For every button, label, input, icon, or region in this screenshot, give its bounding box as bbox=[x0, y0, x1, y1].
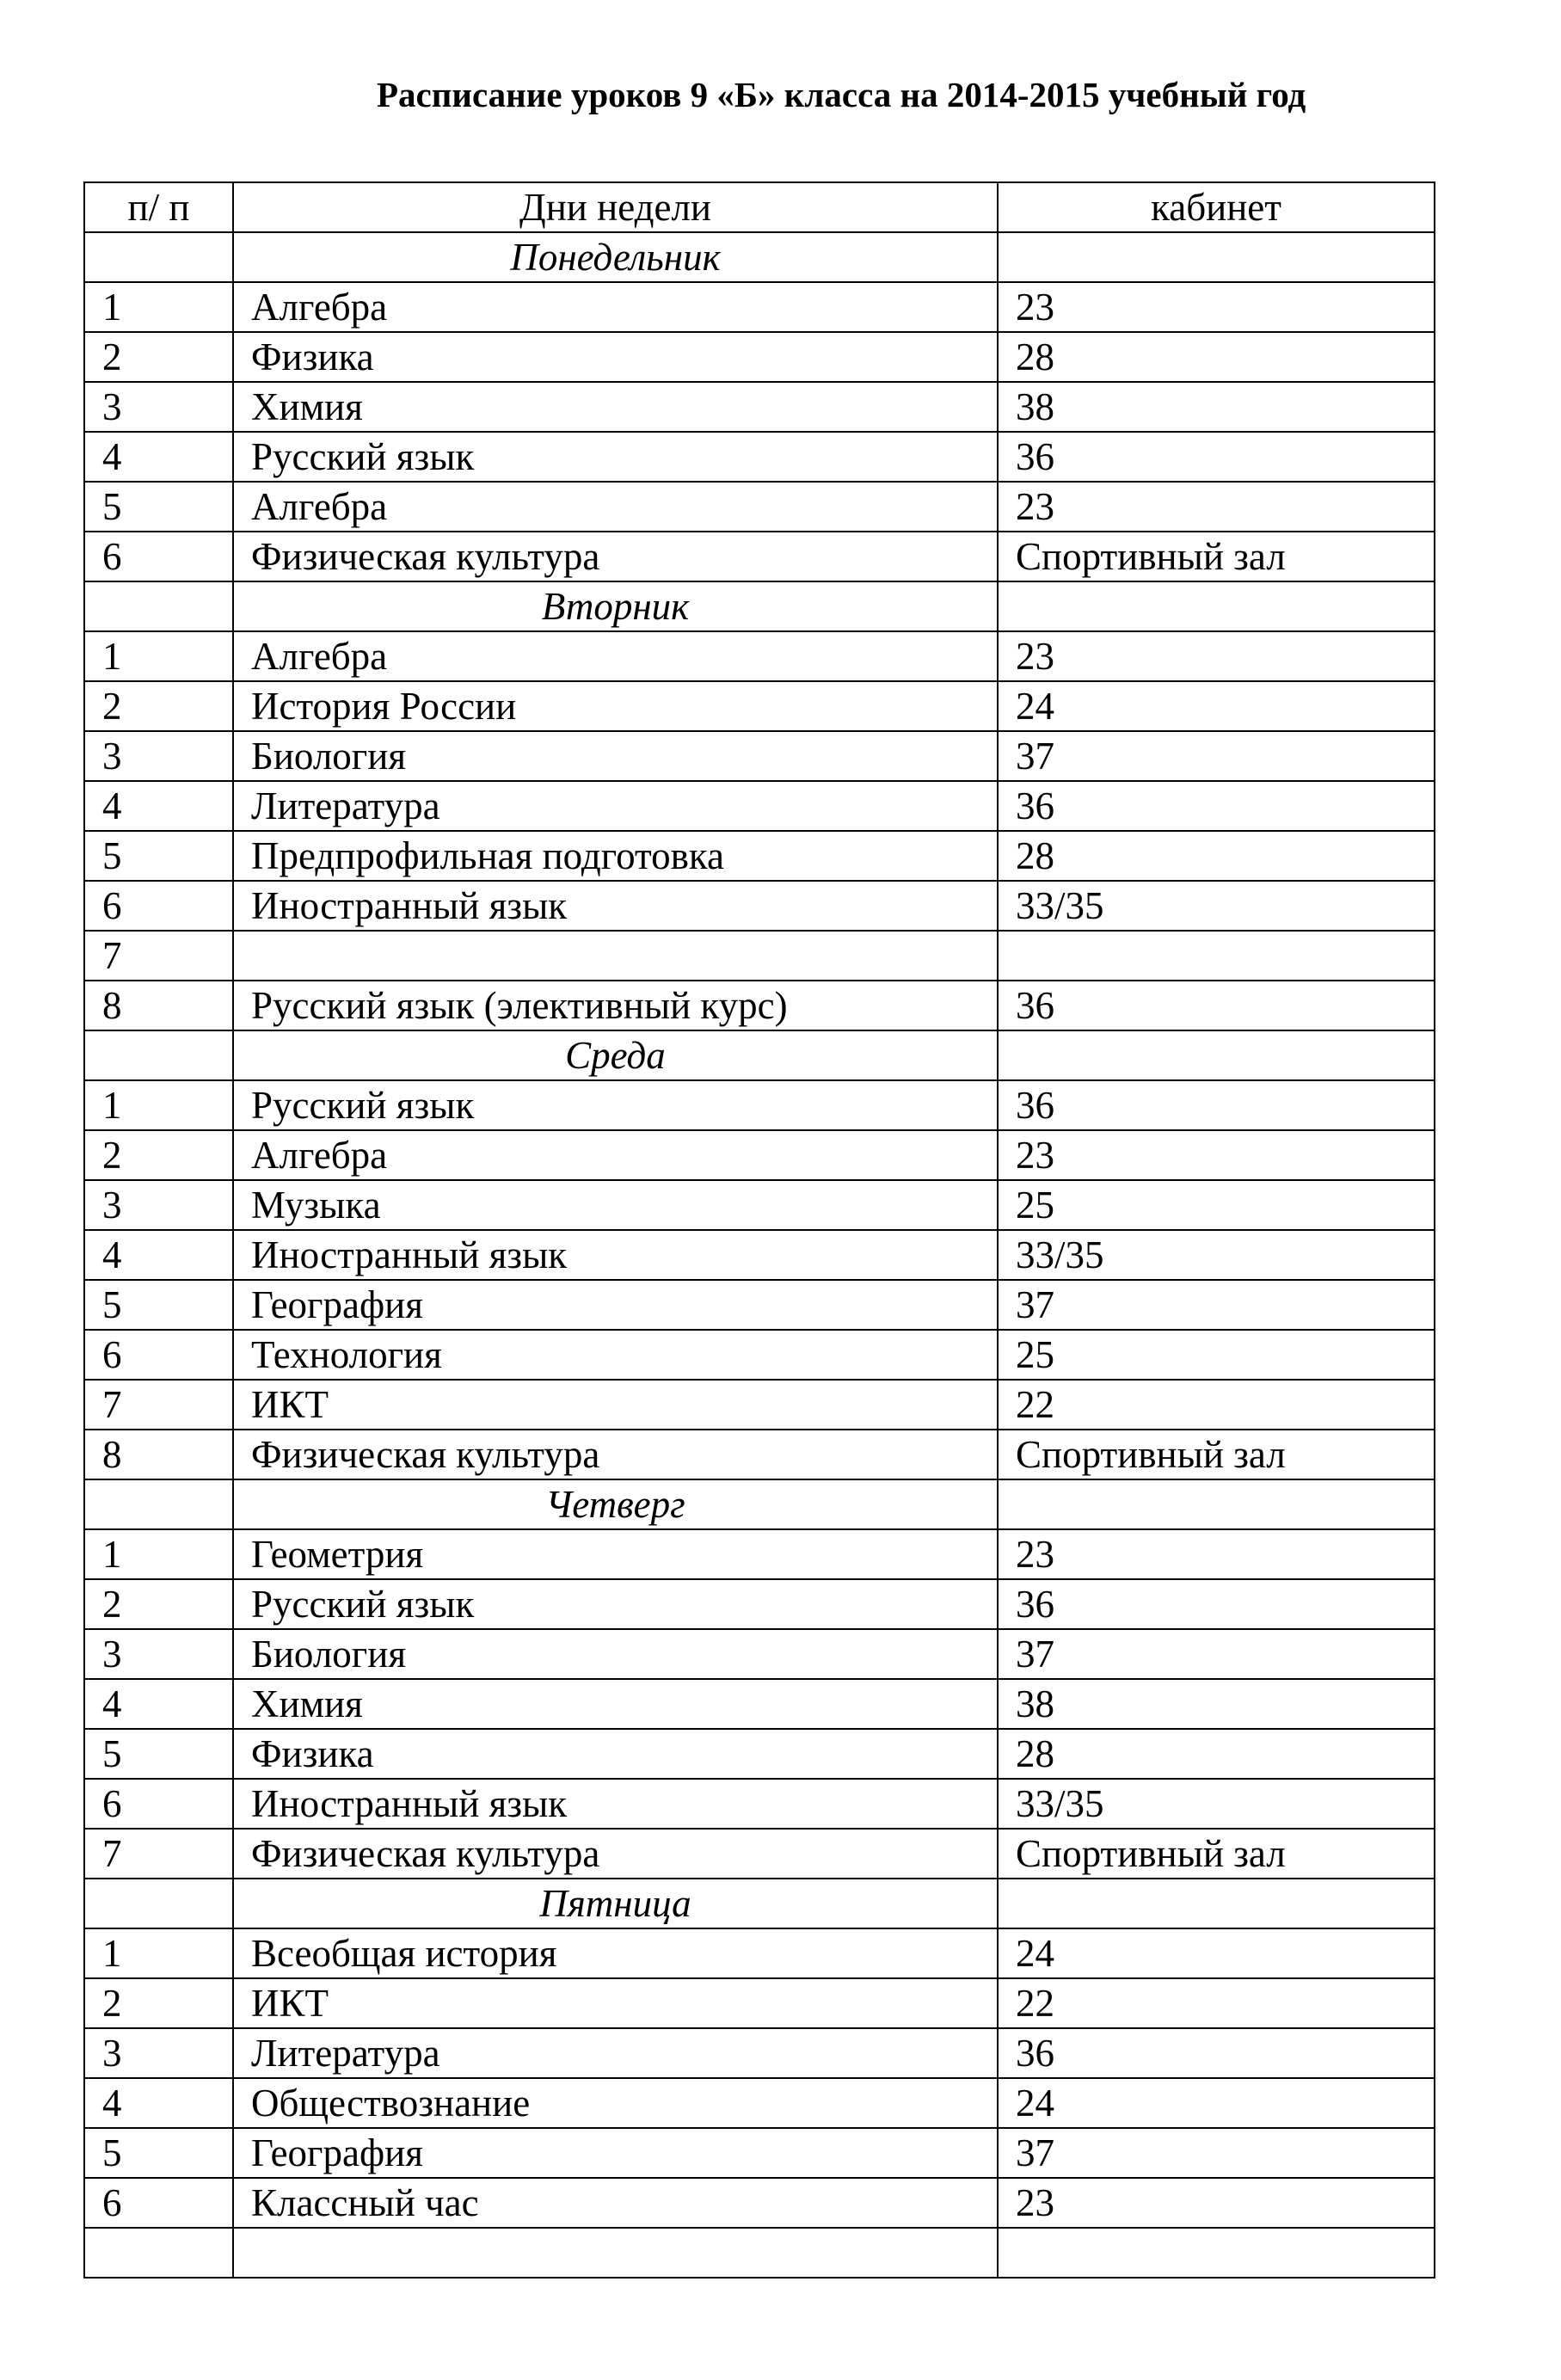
lesson-row bbox=[84, 781, 1435, 831]
lesson-number: 1 bbox=[84, 1928, 233, 1978]
day-row bbox=[84, 232, 1435, 282]
day-name: Понедельник bbox=[233, 232, 998, 282]
lesson-row bbox=[84, 1978, 1435, 2028]
lesson-number: 5 bbox=[84, 831, 233, 881]
lesson-room: 25 bbox=[998, 1330, 1435, 1380]
day-row-room-cell bbox=[998, 1030, 1435, 1080]
lesson-row bbox=[84, 1080, 1435, 1130]
empty-row bbox=[84, 2228, 1435, 2278]
lesson-number: 1 bbox=[84, 631, 233, 681]
header-days-of-week: Дни недели bbox=[233, 182, 998, 232]
day-name: Вторник bbox=[233, 581, 998, 631]
day-row bbox=[84, 1479, 1435, 1529]
day-row bbox=[84, 581, 1435, 631]
lesson-row bbox=[84, 2128, 1435, 2178]
lesson-room: 28 bbox=[998, 1729, 1435, 1779]
lesson-subject: Литература bbox=[233, 2028, 998, 2078]
lesson-row bbox=[84, 731, 1435, 781]
lesson-subject: Физическая культура bbox=[233, 1430, 998, 1479]
lesson-subject: ИКТ bbox=[233, 1978, 998, 2028]
lesson-subject: Физическая культура bbox=[233, 532, 998, 581]
lesson-row bbox=[84, 1330, 1435, 1380]
lesson-number: 6 bbox=[84, 1779, 233, 1829]
lesson-row bbox=[84, 2178, 1435, 2228]
lesson-subject: Литература bbox=[233, 781, 998, 831]
header-row bbox=[84, 182, 1435, 232]
lesson-row bbox=[84, 332, 1435, 382]
lesson-row bbox=[84, 532, 1435, 581]
lesson-room: 33/35 bbox=[998, 881, 1435, 931]
lesson-row bbox=[84, 1579, 1435, 1629]
lesson-room: 36 bbox=[998, 1579, 1435, 1629]
lesson-row bbox=[84, 1729, 1435, 1779]
lesson-room: 36 bbox=[998, 1080, 1435, 1130]
lesson-subject: Геометрия bbox=[233, 1529, 998, 1579]
lesson-row bbox=[84, 831, 1435, 881]
lesson-room: 36 bbox=[998, 781, 1435, 831]
day-row-room-cell bbox=[998, 581, 1435, 631]
lesson-number: 6 bbox=[84, 2178, 233, 2228]
lesson-room: 23 bbox=[998, 1130, 1435, 1180]
lesson-number: 6 bbox=[84, 1330, 233, 1380]
lesson-number: 2 bbox=[84, 1978, 233, 2028]
lesson-room: 37 bbox=[998, 731, 1435, 781]
lesson-subject: Иностранный язык bbox=[233, 1230, 998, 1280]
lesson-row bbox=[84, 1829, 1435, 1879]
lesson-room: 23 bbox=[998, 482, 1435, 532]
schedule-body bbox=[84, 232, 1435, 2278]
lesson-room: 37 bbox=[998, 2128, 1435, 2178]
day-row-room-cell bbox=[998, 232, 1435, 282]
lesson-number: 3 bbox=[84, 1180, 233, 1230]
lesson-row bbox=[84, 1230, 1435, 1280]
lesson-number: 7 bbox=[84, 931, 233, 981]
day-row-room-cell bbox=[998, 1879, 1435, 1928]
lesson-subject: Технология bbox=[233, 1330, 998, 1380]
lesson-subject: Алгебра bbox=[233, 1130, 998, 1180]
lesson-subject: География bbox=[233, 1280, 998, 1330]
lesson-room: 22 bbox=[998, 1978, 1435, 2028]
lesson-number: 6 bbox=[84, 881, 233, 931]
lesson-subject: Алгебра bbox=[233, 282, 998, 332]
lesson-number: 5 bbox=[84, 2128, 233, 2178]
empty-cell bbox=[84, 2228, 233, 2278]
lesson-subject: Биология bbox=[233, 731, 998, 781]
lesson-number: 2 bbox=[84, 332, 233, 382]
lesson-room: 23 bbox=[998, 631, 1435, 681]
lesson-room: 36 bbox=[998, 2028, 1435, 2078]
lesson-subject: Алгебра bbox=[233, 482, 998, 532]
lesson-room: 38 bbox=[998, 1679, 1435, 1729]
lesson-number: 3 bbox=[84, 731, 233, 781]
lesson-room: 24 bbox=[998, 681, 1435, 731]
lesson-row bbox=[84, 881, 1435, 931]
header-lesson-number: п/ п bbox=[84, 182, 233, 232]
lesson-row bbox=[84, 1679, 1435, 1729]
lesson-row bbox=[84, 1629, 1435, 1679]
lesson-subject: Классный час bbox=[233, 2178, 998, 2228]
lesson-number: 3 bbox=[84, 382, 233, 432]
header-classroom: кабинет bbox=[998, 182, 1435, 232]
lesson-subject: Иностранный язык bbox=[233, 881, 998, 931]
lesson-subject: ИКТ bbox=[233, 1380, 998, 1430]
lesson-number: 1 bbox=[84, 1529, 233, 1579]
lesson-row bbox=[84, 382, 1435, 432]
lesson-number: 3 bbox=[84, 2028, 233, 2078]
lesson-room: Спортивный зал bbox=[998, 1430, 1435, 1479]
lesson-subject: Русский язык (элективный курс) bbox=[233, 981, 998, 1030]
lesson-room: 37 bbox=[998, 1629, 1435, 1679]
day-row-number-cell bbox=[84, 581, 233, 631]
lesson-number: 8 bbox=[84, 981, 233, 1030]
lesson-subject: Физика bbox=[233, 1729, 998, 1779]
schedule-table bbox=[83, 181, 1435, 2279]
day-name: Среда bbox=[233, 1030, 998, 1080]
lesson-row bbox=[84, 631, 1435, 681]
lesson-number: 2 bbox=[84, 1130, 233, 1180]
lesson-room: 24 bbox=[998, 1928, 1435, 1978]
lesson-room: 23 bbox=[998, 282, 1435, 332]
lesson-number: 2 bbox=[84, 1579, 233, 1629]
lesson-row bbox=[84, 1928, 1435, 1978]
empty-cell bbox=[233, 2228, 998, 2278]
lesson-row bbox=[84, 1430, 1435, 1479]
lesson-number: 4 bbox=[84, 432, 233, 482]
lesson-subject: Химия bbox=[233, 382, 998, 432]
lesson-row bbox=[84, 1529, 1435, 1579]
day-name: Пятница bbox=[233, 1879, 998, 1928]
lesson-row bbox=[84, 1280, 1435, 1330]
lesson-room: 38 bbox=[998, 382, 1435, 432]
lesson-subject: Русский язык bbox=[233, 1579, 998, 1629]
lesson-room: 23 bbox=[998, 1529, 1435, 1579]
lesson-room: 24 bbox=[998, 2078, 1435, 2128]
lesson-room: 33/35 bbox=[998, 1779, 1435, 1829]
lesson-row bbox=[84, 681, 1435, 731]
lesson-number: 1 bbox=[84, 1080, 233, 1130]
lesson-room: 37 bbox=[998, 1280, 1435, 1330]
lesson-number: 4 bbox=[84, 1230, 233, 1280]
lesson-room: 28 bbox=[998, 831, 1435, 881]
day-row bbox=[84, 1030, 1435, 1080]
lesson-number: 1 bbox=[84, 282, 233, 332]
lesson-subject: Физика bbox=[233, 332, 998, 382]
lesson-subject: Русский язык bbox=[233, 432, 998, 482]
schedule-header bbox=[84, 182, 1435, 232]
lesson-subject: Всеобщая история bbox=[233, 1928, 998, 1978]
lesson-subject: География bbox=[233, 2128, 998, 2178]
lesson-number: 7 bbox=[84, 1829, 233, 1879]
lesson-room: Спортивный зал bbox=[998, 532, 1435, 581]
day-row-number-cell bbox=[84, 1030, 233, 1080]
lesson-subject: Биология bbox=[233, 1629, 998, 1679]
day-row-number-cell bbox=[84, 232, 233, 282]
lesson-row bbox=[84, 981, 1435, 1030]
lesson-subject: Иностранный язык bbox=[233, 1779, 998, 1829]
lesson-subject bbox=[233, 931, 998, 981]
lesson-room: 36 bbox=[998, 432, 1435, 482]
lesson-number: 5 bbox=[84, 1280, 233, 1330]
empty-cell bbox=[998, 2228, 1435, 2278]
day-row-room-cell bbox=[998, 1479, 1435, 1529]
document-title: Расписание уроков 9 «Б» класса на 2014-2015 учебный год bbox=[377, 75, 1306, 114]
lesson-number: 2 bbox=[84, 681, 233, 731]
lesson-subject: Химия bbox=[233, 1679, 998, 1729]
day-name: Четверг bbox=[233, 1479, 998, 1529]
lesson-room: 28 bbox=[998, 332, 1435, 382]
lesson-row bbox=[84, 432, 1435, 482]
day-row-number-cell bbox=[84, 1479, 233, 1529]
lesson-number: 5 bbox=[84, 1729, 233, 1779]
lesson-subject: Русский язык bbox=[233, 1080, 998, 1130]
lesson-subject: Предпрофильная подготовка bbox=[233, 831, 998, 881]
lesson-subject: Физическая культура bbox=[233, 1829, 998, 1879]
lesson-subject: Алгебра bbox=[233, 631, 998, 681]
lesson-row bbox=[84, 1779, 1435, 1829]
lesson-subject: История России bbox=[233, 681, 998, 731]
lesson-number: 4 bbox=[84, 781, 233, 831]
lesson-number: 8 bbox=[84, 1430, 233, 1479]
lesson-room: 22 bbox=[998, 1380, 1435, 1430]
lesson-room: 33/35 bbox=[998, 1230, 1435, 1280]
lesson-number: 5 bbox=[84, 482, 233, 532]
lesson-number: 6 bbox=[84, 532, 233, 581]
lesson-row bbox=[84, 1180, 1435, 1230]
lesson-row bbox=[84, 2078, 1435, 2128]
lesson-room: 23 bbox=[998, 2178, 1435, 2228]
lesson-room: Спортивный зал bbox=[998, 1829, 1435, 1879]
day-row bbox=[84, 1879, 1435, 1928]
lesson-row bbox=[84, 1130, 1435, 1180]
lesson-row bbox=[84, 282, 1435, 332]
lesson-row bbox=[84, 931, 1435, 981]
lesson-number: 3 bbox=[84, 1629, 233, 1679]
lesson-row bbox=[84, 1380, 1435, 1430]
lesson-room: 36 bbox=[998, 981, 1435, 1030]
lesson-room: 25 bbox=[998, 1180, 1435, 1230]
lesson-number: 4 bbox=[84, 1679, 233, 1729]
lesson-row bbox=[84, 482, 1435, 532]
lesson-subject: Музыка bbox=[233, 1180, 998, 1230]
lesson-number: 4 bbox=[84, 2078, 233, 2128]
day-row-number-cell bbox=[84, 1879, 233, 1928]
lesson-room bbox=[998, 931, 1435, 981]
lesson-subject: Обществознание bbox=[233, 2078, 998, 2128]
lesson-row bbox=[84, 2028, 1435, 2078]
lesson-number: 7 bbox=[84, 1380, 233, 1430]
